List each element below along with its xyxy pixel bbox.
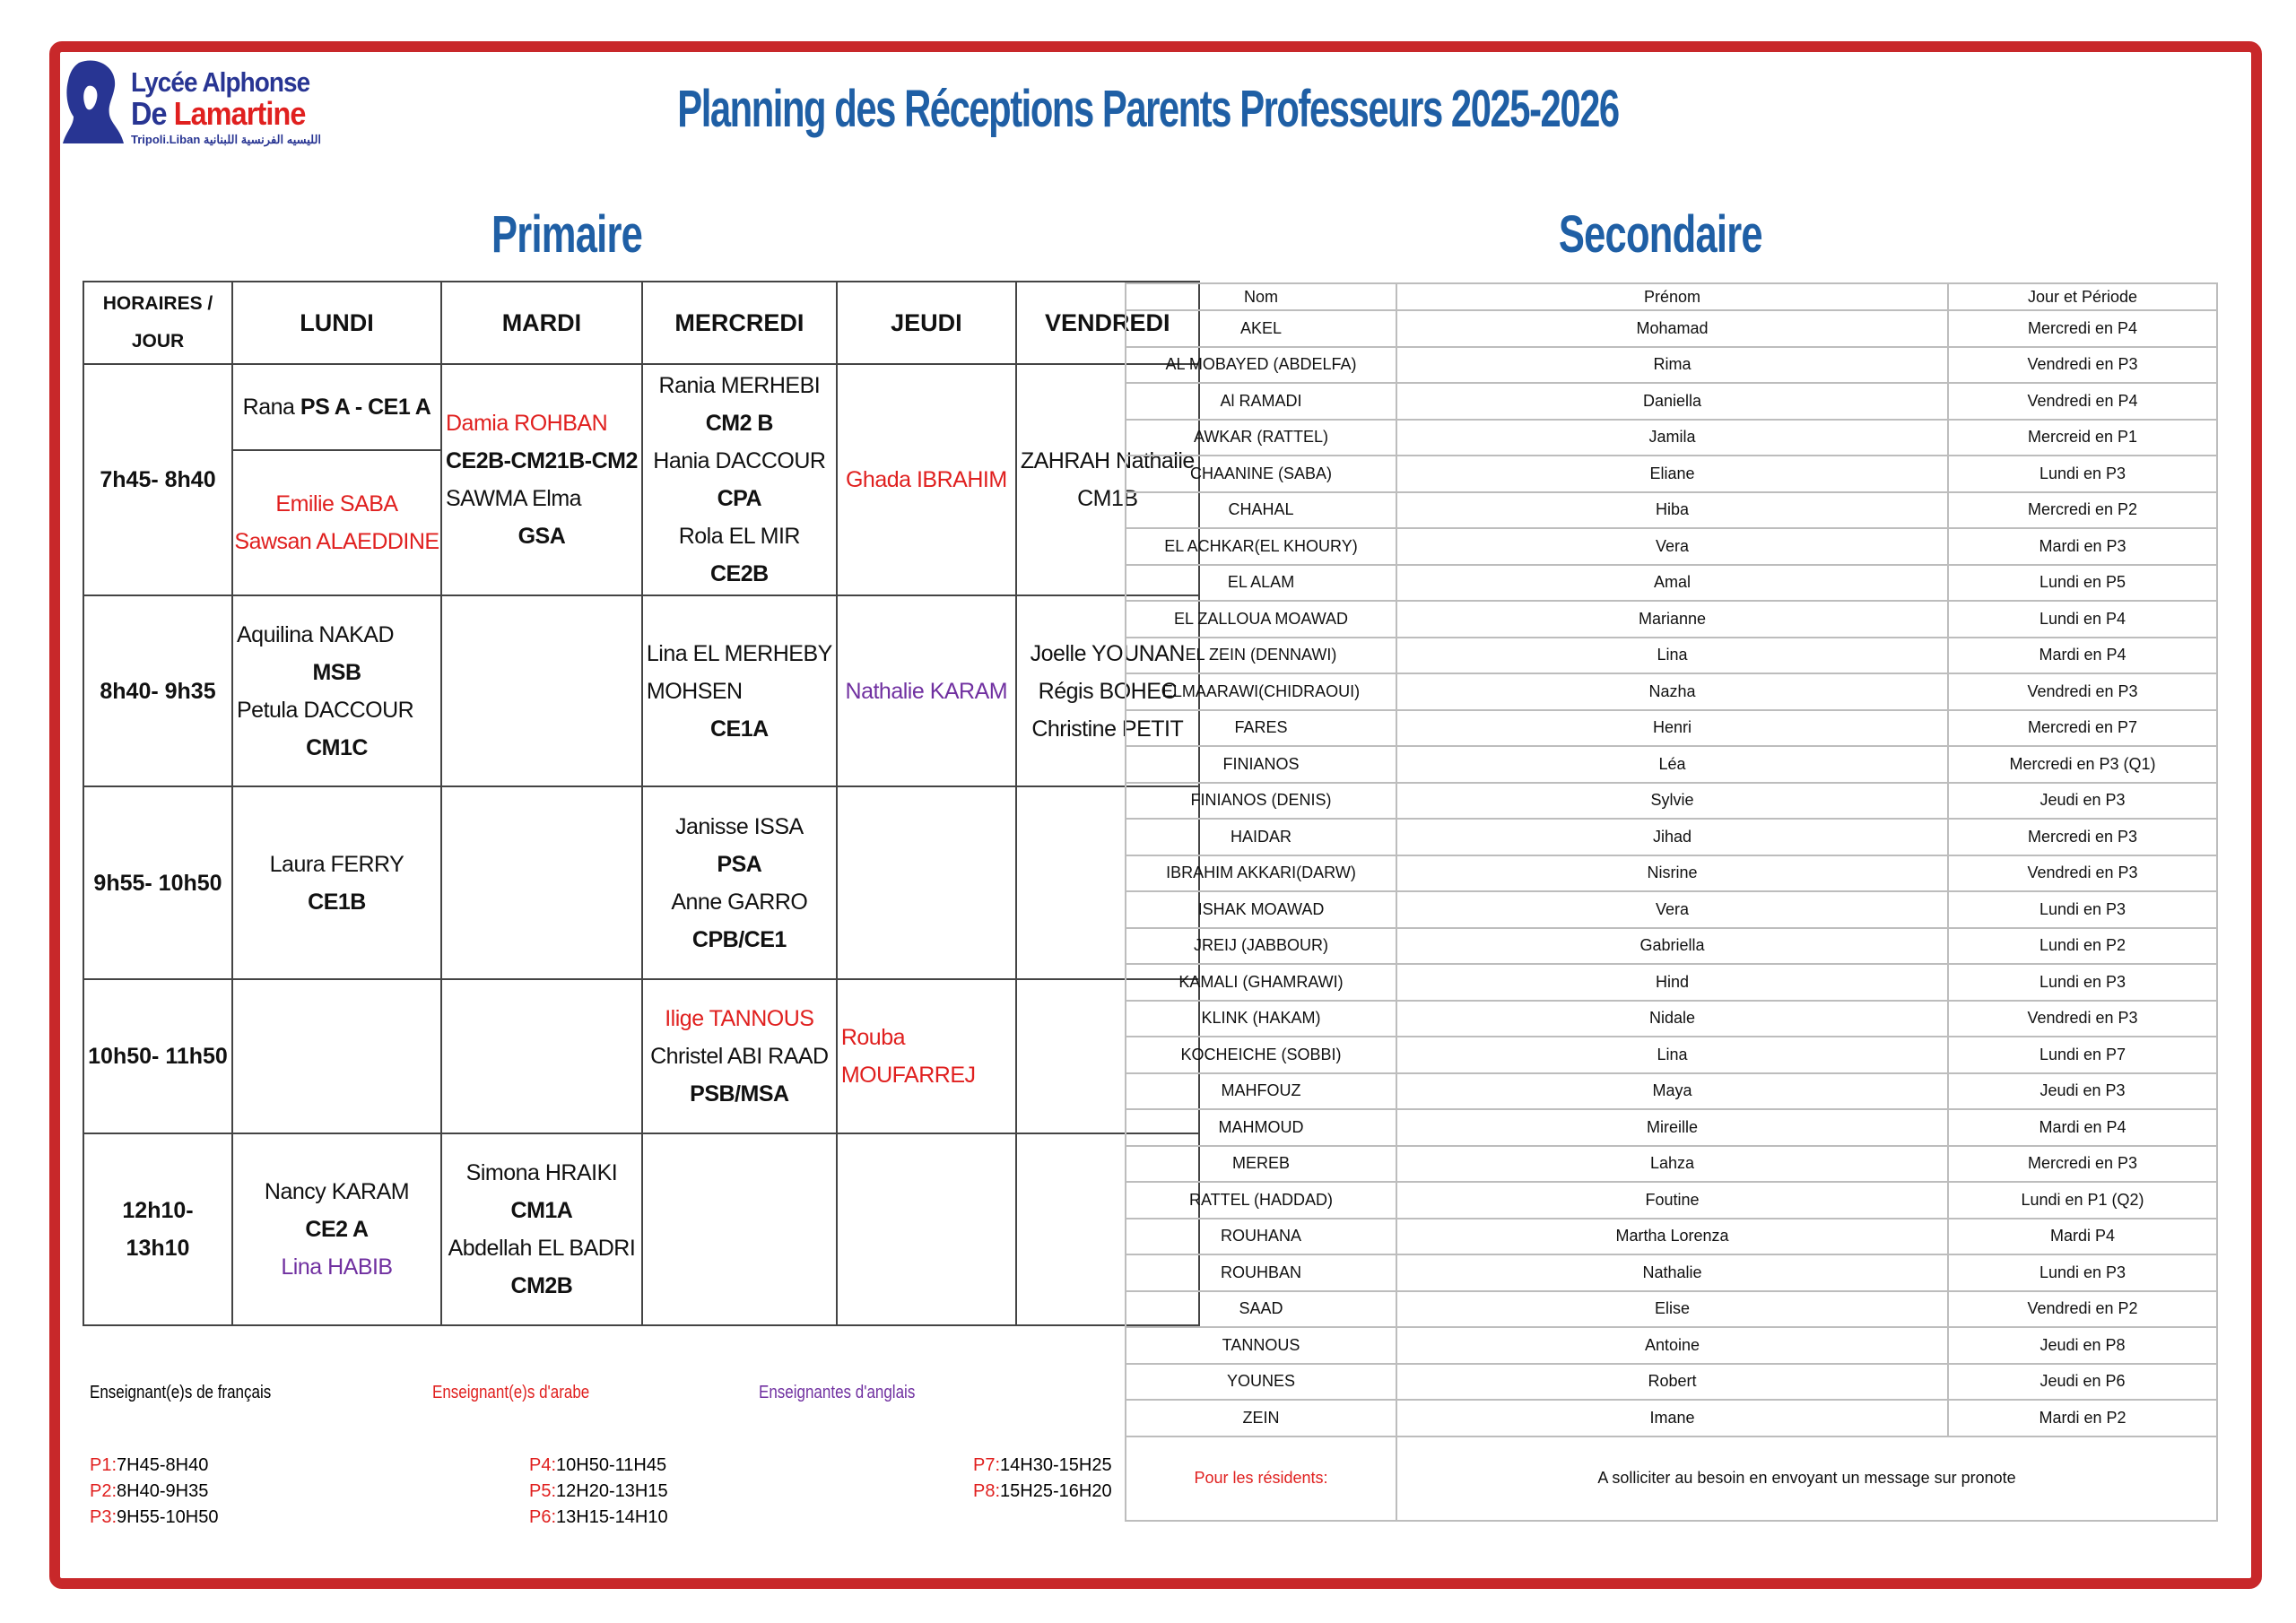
nom-cell: FARES: [1126, 710, 1396, 747]
cell-line: CE2B-CM21B-CM2: [446, 448, 638, 473]
prenom-cell: Maya: [1396, 1073, 1948, 1110]
nom-cell: EL ALAM: [1126, 565, 1396, 602]
jour-periode-cell: Vendredi en P2: [1948, 1291, 2217, 1328]
cell-line: Sawsan ALAEDDINE: [234, 529, 439, 554]
prenom-cell: Hind: [1396, 964, 1948, 1001]
jour-periode-cell: Mardi en P4: [1948, 1109, 2217, 1146]
schedule-cell: [642, 786, 837, 979]
jour-periode-cell: Lundi en P2: [1948, 928, 2217, 965]
nom-cell: ZEIN: [1126, 1400, 1396, 1436]
logo-line3: Tripoli.Liban الليسيه الفرنسية اللبنانية: [131, 133, 322, 146]
jour-periode-cell: Lundi en P3: [1948, 456, 2217, 492]
schedule-cell: [441, 786, 642, 979]
schedule-cell: [837, 979, 1016, 1133]
jour-periode-cell: Mercredi en P3: [1948, 819, 2217, 855]
cell-line: Simona HRAIKI: [465, 1160, 618, 1185]
primaire-table: [83, 281, 1200, 1326]
prenom-cell: Imane: [1396, 1400, 1948, 1436]
jour-periode-cell: Lundi en P7: [1948, 1037, 2217, 1073]
period-code: P4:: [529, 1455, 557, 1475]
table-row: [1126, 710, 2217, 747]
class-name: PS A - CE1 A: [300, 395, 431, 420]
period-column: [90, 1453, 218, 1531]
cell-line: Lina HABIB: [281, 1254, 393, 1280]
table-row: [1126, 565, 2217, 602]
period-item: [973, 1453, 1112, 1479]
cell-line: Christel ABI RAAD: [650, 1044, 829, 1069]
period-time: 8H40-9H35: [117, 1481, 209, 1501]
cell-line: CE2B: [710, 561, 769, 586]
cell-line: Régis BOHEC: [1038, 678, 1177, 704]
prenom-cell: Martha Lorenza: [1396, 1219, 1948, 1255]
schedule-cell: [441, 364, 642, 595]
prenom-cell: Eliane: [1396, 456, 1948, 492]
nom-cell: AKEL: [1126, 310, 1396, 347]
jour-periode-cell: Jeudi en P3: [1948, 783, 2217, 820]
prenom-cell: Vera: [1396, 528, 1948, 565]
cell-line: Lina EL MERHEBY: [646, 640, 832, 666]
column-header: MARDI: [441, 282, 642, 364]
nom-cell: IBRAHIM AKKARI(DARW): [1126, 855, 1396, 892]
schedule-cell: [642, 1133, 837, 1325]
table-row: [1126, 891, 2217, 928]
cell-line: MOHSEN: [646, 678, 743, 704]
table-row: [1126, 964, 2217, 1001]
column-header: Jour et Période: [1948, 283, 2217, 310]
table-row: [1126, 1037, 2217, 1073]
jour-periode-cell: Lundi en P3: [1948, 891, 2217, 928]
nom-cell: MAHFOUZ: [1126, 1073, 1396, 1110]
legend-english: Enseignantes d'anglais: [759, 1383, 916, 1402]
cell-top: [233, 365, 440, 451]
prenom-cell: Elise: [1396, 1291, 1948, 1328]
cell-line: CPB/CE1: [691, 926, 787, 952]
table-row: [1126, 1291, 2217, 1328]
nom-cell: EL ZALLOUA MOAWAD: [1126, 601, 1396, 638]
cell-line: CM1A: [510, 1198, 573, 1223]
cell-line: Ghada IBRAHIM: [845, 467, 1007, 492]
cell-line: GSA: [517, 524, 566, 549]
table-row: [1126, 1073, 2217, 1110]
cell-line: Rola EL MIR: [678, 524, 800, 549]
table-row: [83, 786, 1199, 979]
prenom-cell: Nathalie: [1396, 1254, 1948, 1291]
period-time: 7H45-8H40: [117, 1455, 209, 1475]
schedule-cell: [642, 364, 837, 595]
nom-cell: AWKAR (RATTEL): [1126, 420, 1396, 456]
nom-cell: YOUNES: [1126, 1364, 1396, 1401]
prenom-cell: Nisrine: [1396, 855, 1948, 892]
prenom-cell: Gabriella: [1396, 928, 1948, 965]
prenom-cell: Lahza: [1396, 1146, 1948, 1183]
prenom-cell: Amal: [1396, 565, 1948, 602]
nom-cell: AL MOBAYED (ABDELFA): [1126, 347, 1396, 384]
table-row: [1126, 1400, 2217, 1436]
table-row: [83, 1133, 1199, 1325]
cell-line: [243, 388, 431, 426]
time-slot: 7h45- 8h40: [83, 364, 232, 595]
table-row: [1126, 928, 2217, 965]
jour-periode-cell: Jeudi en P3: [1948, 1073, 2217, 1110]
table-row: [1126, 1182, 2217, 1219]
nom-cell: KOCHEICHE (SOBBI): [1126, 1037, 1396, 1073]
cell-line: Damia ROHBAN: [446, 411, 608, 436]
period-column: [529, 1453, 668, 1531]
schedule-cell: [837, 1133, 1016, 1325]
table-row: [1126, 1109, 2217, 1146]
prenom-cell: Antoine: [1396, 1327, 1948, 1364]
period-item: [529, 1505, 668, 1531]
nom-cell: KAMALI (GHAMRAWI): [1126, 964, 1396, 1001]
period-code: P2:: [90, 1481, 117, 1501]
period-code: P8:: [973, 1481, 1001, 1501]
cell-line: Laura FERRY: [269, 851, 404, 877]
column-header: MERCREDI: [642, 282, 837, 364]
table-row: [1126, 601, 2217, 638]
cell-line: Abdellah EL BADRI: [448, 1236, 636, 1261]
cell-line: Emilie SABA: [275, 491, 398, 516]
schedule-cell: [642, 979, 837, 1133]
period-time: 13H15-14H10: [556, 1507, 668, 1527]
nom-cell: Al RAMADI: [1126, 383, 1396, 420]
time-slot: 10h50- 11h50: [83, 979, 232, 1133]
jour-periode-cell: Jeudi en P8: [1948, 1327, 2217, 1364]
table-row: [83, 364, 1199, 595]
prenom-cell: Hiba: [1396, 492, 1948, 529]
period-item: [90, 1479, 218, 1505]
cell-line: CM2B: [510, 1273, 573, 1298]
prenom-cell: Mohamad: [1396, 310, 1948, 347]
table-row: [1126, 638, 2217, 674]
cell-line: CE2 A: [305, 1217, 369, 1242]
table-row: [1126, 1364, 2217, 1401]
cell-line: Rania MERHEBI: [658, 373, 821, 398]
schedule-cell: [232, 1133, 441, 1325]
cell-line: Aquilina NAKAD: [237, 621, 395, 647]
secondaire-table: [1125, 282, 2218, 1522]
cell-line: CM1C: [306, 734, 368, 760]
period-column: [973, 1453, 1112, 1505]
prenom-cell: Foutine: [1396, 1182, 1948, 1219]
column-header: VENDREDI: [1016, 282, 1199, 364]
cell-line: CPA: [717, 486, 762, 511]
jour-periode-cell: Lundi en P3: [1948, 964, 2217, 1001]
nom-cell: EL ACHKAR(EL KHOURY): [1126, 528, 1396, 565]
cell-line: CE1B: [308, 889, 366, 915]
period-code: P6:: [529, 1507, 557, 1527]
residents-text: A solliciter au besoin en envoyant un message sur pronote: [1396, 1436, 2217, 1521]
table-row: [83, 979, 1199, 1133]
portrait-logo-icon: [61, 59, 126, 145]
cell-line: MSB: [312, 659, 361, 685]
jour-periode-cell: Lundi en P5: [1948, 565, 2217, 602]
header-row: [83, 282, 1199, 364]
table-row: [1126, 1327, 2217, 1364]
period-code: P1:: [90, 1455, 117, 1475]
table-row: [1126, 1254, 2217, 1291]
nom-cell: MAHMOUD: [1126, 1109, 1396, 1146]
legend-french: Enseignant(e)s de français: [90, 1383, 272, 1402]
schedule-cell: [232, 786, 441, 979]
prenom-cell: Henri: [1396, 710, 1948, 747]
schedule-cell: [232, 595, 441, 786]
jour-periode-cell: Mercredi en P3: [1948, 1146, 2217, 1183]
legend-arabic: Enseignant(e)s d'arabe: [432, 1383, 590, 1402]
schedule-cell: [441, 1133, 642, 1325]
jour-periode-cell: Vendredi en P3: [1948, 347, 2217, 384]
cell-line: CE1A: [710, 716, 769, 742]
prenom-cell: Léa: [1396, 746, 1948, 783]
cell-line: Anne GARRO: [671, 889, 808, 915]
nom-cell: SAAD: [1126, 1291, 1396, 1328]
logo-line2: De Lamartine: [131, 95, 306, 132]
table-row: [1126, 1219, 2217, 1255]
schedule-cell: [837, 364, 1016, 595]
prenom-cell: Rima: [1396, 347, 1948, 384]
nom-cell: ELMAARAWI(CHIDRAOUI): [1126, 673, 1396, 710]
table-row: [1126, 819, 2217, 855]
cell-line: Nancy KARAM: [264, 1179, 410, 1204]
jour-periode-cell: Lundi en P4: [1948, 601, 2217, 638]
nom-cell: KLINK (HAKAM): [1126, 1001, 1396, 1037]
cell-line: Petula DACCOUR: [237, 697, 414, 723]
jour-periode-cell: Lundi en P3: [1948, 1254, 2217, 1291]
table-row: [1126, 673, 2217, 710]
table-row: [1126, 746, 2217, 783]
period-time: 15H25-16H20: [1000, 1481, 1112, 1501]
time-slot: 9h55- 10h50: [83, 786, 232, 979]
nom-cell: JREIJ (JABBOUR): [1126, 928, 1396, 965]
cell-line: Joelle YOUNAN: [1030, 640, 1185, 666]
jour-periode-cell: Mercredi en P3 (Q1): [1948, 746, 2217, 783]
table-row: [1126, 783, 2217, 820]
table-row: [1126, 347, 2217, 384]
table-row: [1126, 383, 2217, 420]
table-row: [1126, 1001, 2217, 1037]
nom-cell: EL ZEIN (DENNAWI): [1126, 638, 1396, 674]
primaire-heading: Primaire: [491, 205, 643, 264]
period-time: 9H55-10H50: [117, 1507, 219, 1527]
prenom-cell: Mireille: [1396, 1109, 1948, 1146]
logo-line1: Lycée Alphonse: [131, 66, 310, 98]
cell-line: Ilige TANNOUS: [665, 1006, 814, 1031]
schedule-cell: [837, 595, 1016, 786]
cell-line: PSA: [717, 851, 762, 877]
nom-cell: CHAANINE (SABA): [1126, 456, 1396, 492]
table-row: [1126, 528, 2217, 565]
cell-bottom: [233, 451, 440, 595]
table-row: [1126, 456, 2217, 492]
prenom-cell: Lina: [1396, 638, 1948, 674]
table-row: [1126, 492, 2217, 529]
jour-periode-cell: Mercreid en P1: [1948, 420, 2217, 456]
jour-periode-cell: Mardi en P3: [1948, 528, 2217, 565]
cell-line: CM1B: [1077, 486, 1138, 511]
cell-line: Hania DACCOUR: [653, 448, 826, 473]
column-header: Nom: [1126, 283, 1396, 310]
nom-cell: TANNOUS: [1126, 1327, 1396, 1364]
teacher-name: Rana: [242, 395, 300, 420]
nom-cell: CHAHAL: [1126, 492, 1396, 529]
cell-line: Rouba: [840, 1025, 905, 1050]
schedule-cell: [642, 595, 837, 786]
cell-line: Janisse ISSA: [675, 813, 804, 839]
cell-line: PSB/MSA: [690, 1081, 789, 1107]
jour-periode-cell: Jeudi en P6: [1948, 1364, 2217, 1401]
jour-periode-cell: Vendredi en P3: [1948, 1001, 2217, 1037]
cell-line: CM2 B: [705, 411, 773, 436]
header-row: [1126, 283, 2217, 310]
prenom-cell: Marianne: [1396, 601, 1948, 638]
jour-periode-cell: Lundi en P1 (Q2): [1948, 1182, 2217, 1219]
school-logo: [61, 59, 348, 149]
period-item: [529, 1453, 668, 1479]
nom-cell: MEREB: [1126, 1146, 1396, 1183]
secondaire-heading: Secondaire: [1558, 205, 1762, 264]
period-code: P5:: [529, 1481, 557, 1501]
nom-cell: FINIANOS: [1126, 746, 1396, 783]
jour-periode-cell: Mercredi en P7: [1948, 710, 2217, 747]
schedule-cell: [232, 364, 441, 595]
nom-cell: RATTEL (HADDAD): [1126, 1182, 1396, 1219]
nom-cell: ROUHBAN: [1126, 1254, 1396, 1291]
nom-cell: ISHAK MOAWAD: [1126, 891, 1396, 928]
prenom-cell: Jamila: [1396, 420, 1948, 456]
prenom-cell: Jihad: [1396, 819, 1948, 855]
cell-line: MOUFARREJ: [840, 1063, 976, 1088]
table-row: [1126, 1146, 2217, 1183]
cell-line: Christine PETIT: [1031, 716, 1184, 742]
period-item: [973, 1479, 1112, 1505]
period-time: 12H20-13H15: [556, 1481, 668, 1501]
schedule-cell: [837, 786, 1016, 979]
period-code: P7:: [973, 1455, 1001, 1475]
jour-periode-cell: Mercredi en P4: [1948, 310, 2217, 347]
column-header: JEUDI: [837, 282, 1016, 364]
jour-periode-cell: Mardi en P4: [1948, 638, 2217, 674]
column-header: HORAIRES / JOUR: [83, 282, 232, 364]
prenom-cell: Nazha: [1396, 673, 1948, 710]
period-item: [529, 1479, 668, 1505]
cell-line: Nathalie KARAM: [845, 678, 1008, 704]
nom-cell: HAIDAR: [1126, 819, 1396, 855]
residents-label: Pour les résidents:: [1126, 1436, 1396, 1521]
period-time: 10H50-11H45: [556, 1455, 667, 1475]
nom-cell: FINIANOS (DENIS): [1126, 783, 1396, 820]
column-header: LUNDI: [232, 282, 441, 364]
table-row: [1126, 310, 2217, 347]
schedule-cell: [441, 595, 642, 786]
jour-periode-cell: Mercredi en P2: [1948, 492, 2217, 529]
jour-periode-cell: Vendredi en P3: [1948, 855, 2217, 892]
jour-periode-cell: Vendredi en P3: [1948, 673, 2217, 710]
jour-periode-cell: Vendredi en P4: [1948, 383, 2217, 420]
prenom-cell: Daniella: [1396, 383, 1948, 420]
residents-row: [1126, 1436, 2217, 1521]
prenom-cell: Lina: [1396, 1037, 1948, 1073]
period-item: [90, 1505, 218, 1531]
period-item: [90, 1453, 218, 1479]
schedule-cell: [232, 979, 441, 1133]
cell-line: ZAHRAH Nathalie: [1020, 448, 1195, 473]
period-code: P3:: [90, 1507, 117, 1527]
period-time: 14H30-15H25: [1000, 1455, 1112, 1475]
prenom-cell: Sylvie: [1396, 783, 1948, 820]
jour-periode-cell: Mardi en P2: [1948, 1400, 2217, 1436]
table-row: [83, 595, 1199, 786]
schedule-cell: [441, 979, 642, 1133]
table-row: [1126, 420, 2217, 456]
cell-line: SAWMA Elma: [446, 486, 582, 511]
time-slot: 8h40- 9h35: [83, 595, 232, 786]
prenom-cell: Nidale: [1396, 1001, 1948, 1037]
time-slot: 12h10- 13h10: [83, 1133, 232, 1325]
nom-cell: ROUHANA: [1126, 1219, 1396, 1255]
page-title: Planning des Réceptions Parents Professeurs 2025-2026: [677, 80, 1619, 138]
column-header: Prénom: [1396, 283, 1948, 310]
prenom-cell: Robert: [1396, 1364, 1948, 1401]
table-row: [1126, 855, 2217, 892]
jour-periode-cell: Mardi P4: [1948, 1219, 2217, 1255]
prenom-cell: Vera: [1396, 891, 1948, 928]
